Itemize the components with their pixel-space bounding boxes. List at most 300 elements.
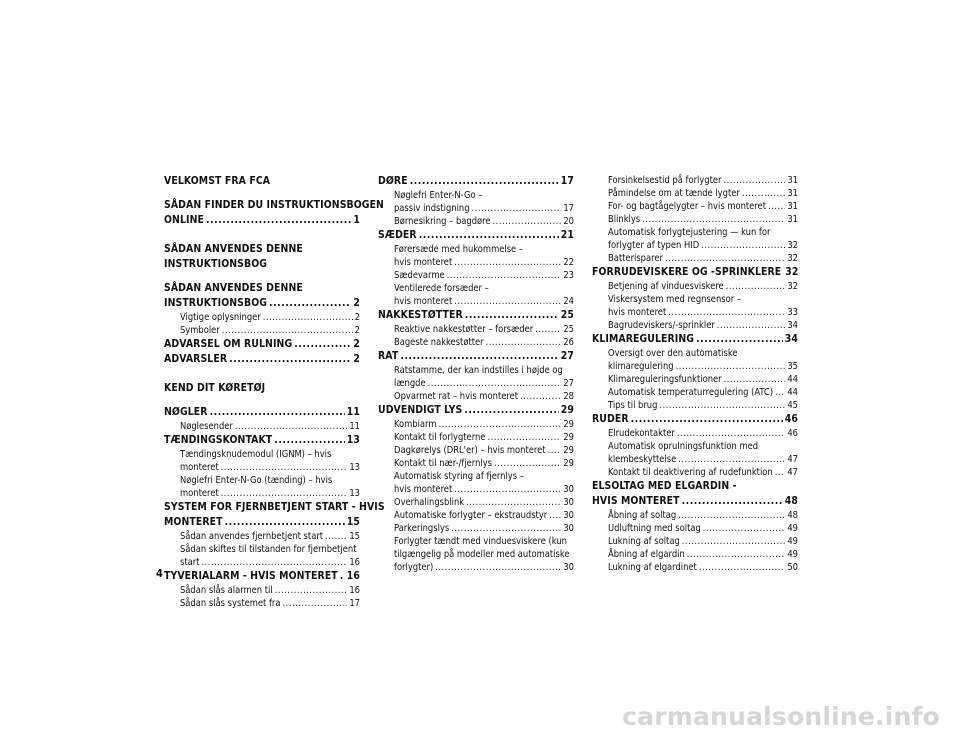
toc-entry-title: Symboler — [180, 325, 220, 336]
toc-page-ref: 2 — [353, 297, 360, 309]
toc-line — [394, 496, 574, 509]
toc-page-ref: 25 — [560, 309, 574, 321]
toc-entry-title: Kontakt til forlygterne — [394, 432, 486, 443]
toc-page-ref: 32 — [787, 240, 798, 251]
toc-subentry — [378, 457, 574, 470]
toc-heading — [164, 281, 360, 311]
dot-leader — [631, 412, 783, 427]
dot-leader — [269, 296, 351, 311]
toc-page-ref: 29 — [563, 445, 574, 456]
dot-leader — [419, 228, 559, 243]
toc-line — [608, 466, 798, 479]
toc-page-ref: 16 — [346, 570, 360, 582]
toc-line — [394, 431, 574, 444]
dot-leader — [659, 399, 785, 412]
toc-line — [394, 282, 574, 295]
toc-line — [394, 364, 574, 377]
toc-subentry — [378, 470, 574, 496]
toc-page-ref: 32 — [787, 281, 798, 292]
toc-page-ref: 46 — [784, 413, 798, 425]
toc-subentry — [592, 561, 798, 574]
toc-line — [180, 556, 360, 569]
toc-entry-title: Nøglefri Enter-N-Go – — [394, 190, 483, 201]
toc-subentry — [592, 252, 798, 265]
toc-entry-title: Kontakt til nær-/fjernlys — [394, 458, 493, 469]
toc-line — [164, 242, 360, 257]
dot-leader — [699, 561, 786, 574]
dot-leader — [696, 332, 783, 347]
toc-line — [608, 252, 798, 265]
toc-heading — [592, 479, 798, 509]
toc-entry-title: Overhalingsblink — [394, 497, 465, 508]
toc-entry-title: forlygter af typen HID — [608, 240, 700, 251]
toc-page-ref: 2 — [353, 353, 360, 365]
dot-leader — [678, 509, 785, 522]
toc-line — [378, 174, 574, 189]
toc-line — [608, 399, 798, 412]
toc-entry-title: Nøglesender — [180, 421, 233, 432]
dot-leader — [548, 444, 562, 457]
toc-entry-title: Forlygter tændt med vinduesviskere (kun — [394, 536, 567, 547]
toc-page-ref: 30 — [563, 484, 574, 495]
toc-entry-title: hvis monteret — [394, 257, 453, 268]
dot-leader — [410, 174, 559, 189]
dot-leader — [701, 239, 785, 252]
toc-subentry — [592, 187, 798, 200]
toc-entry-title: Ventilerede forsæder – — [394, 283, 489, 294]
toc-heading — [378, 228, 574, 243]
toc-subentry — [592, 280, 798, 293]
toc-line — [608, 319, 798, 332]
toc-line — [394, 215, 574, 228]
toc-line — [394, 548, 574, 561]
toc-page-ref: 32 — [787, 253, 798, 264]
toc-line — [592, 412, 798, 427]
toc-line — [180, 324, 360, 337]
toc-subentry — [378, 418, 574, 431]
toc-subentry — [378, 509, 574, 522]
toc-page-ref: 32 — [785, 266, 799, 278]
toc-entry-title: klembeskyttelse — [608, 454, 677, 465]
toc-subentry — [378, 364, 574, 390]
toc-entry-title: Opvarmet rat – hvis monteret — [394, 391, 519, 402]
toc-subentry — [378, 535, 574, 574]
toc-subentry — [592, 509, 798, 522]
toc-entry-title: ADVARSLER — [164, 353, 228, 365]
toc-page-ref: 29 — [563, 419, 574, 430]
toc-subentry — [378, 269, 574, 282]
toc-line — [608, 535, 798, 548]
toc-entry-title: Bagrudeviskers/-sprinkler — [608, 320, 715, 331]
toc-entry-title: NØGLER — [164, 406, 208, 418]
toc-subentry — [592, 213, 798, 226]
toc-line — [164, 405, 360, 420]
dot-leader — [472, 202, 562, 215]
toc-line — [608, 213, 798, 226]
toc-subentry — [592, 427, 798, 440]
toc-heading — [592, 412, 798, 427]
toc-line — [164, 337, 360, 352]
dot-leader — [438, 418, 561, 431]
toc-entry-title: TÆNDINGSKONTAKT — [164, 434, 273, 446]
toc-entry-title: SÆDER — [378, 229, 417, 241]
toc-line — [608, 239, 798, 252]
toc-line — [394, 483, 574, 496]
toc-entry-title: Automatisk temperaturregulering (ATC) — [608, 387, 774, 398]
toc-entry-title: Sådan slås systemet fra — [180, 598, 281, 609]
dot-leader — [263, 311, 353, 324]
toc-line — [180, 530, 360, 543]
toc-line — [608, 226, 798, 239]
toc-line — [164, 213, 360, 228]
toc-heading — [164, 198, 384, 228]
toc-entry-title: Automatiske forlygter – ekstraudstyr — [394, 510, 548, 521]
toc-entry-title: Tændingsknudemodul (IGNM) – hvis — [180, 449, 332, 460]
toc-line — [180, 543, 360, 556]
toc-entry-title: Betjening af vinduesviskere — [608, 281, 724, 292]
toc-line — [180, 448, 360, 461]
toc-subentry — [592, 386, 798, 399]
toc-page-ref: 46 — [787, 428, 798, 439]
toc-entry-title: Automatisk opruIningsfunktion med — [608, 441, 759, 452]
toc-subentry — [592, 293, 798, 319]
toc-entry-title: Kontakt til deaktivering af rudefunktion — [608, 467, 773, 478]
toc-entry-title: Reaktive nakkestøtter – forsæder — [394, 324, 534, 335]
toc-subentry — [378, 336, 574, 349]
toc-entry-title: Automatisk styring af fjernlys – — [394, 471, 524, 482]
toc-heading — [378, 349, 574, 364]
toc-entry-title: forlygter) — [394, 562, 434, 573]
toc-line — [608, 347, 798, 360]
toc-entry-title: Udluftning med soltag — [608, 523, 701, 534]
toc-entry-title: Elrudekontakter — [608, 428, 675, 439]
toc-page-ref: 11 — [346, 406, 360, 418]
toc-line — [378, 349, 574, 364]
toc-subentry — [592, 440, 798, 466]
dot-leader — [487, 431, 561, 444]
dot-leader — [724, 373, 786, 386]
toc-page-ref: 24 — [563, 296, 574, 307]
toc-entry-title: VELKOMST FRA FCA — [164, 175, 271, 187]
toc-entry-title: TYVERIALARM - HVIS MONTERET — [164, 570, 338, 582]
toc-page-ref: 29 — [560, 404, 574, 416]
toc-line — [608, 427, 798, 440]
toc-line — [378, 403, 574, 418]
toc-page-ref: 17 — [563, 203, 574, 214]
toc-page-ref: 15 — [349, 531, 360, 542]
toc-entry-title: HVIS MONTERET — [592, 495, 680, 507]
toc-entry-title: tilgængelig på modeller med automatiske — [394, 549, 570, 560]
toc-page-ref: 13 — [349, 462, 360, 473]
dot-leader — [493, 215, 562, 228]
dot-leader — [768, 200, 785, 213]
toc-page-ref: 29 — [563, 432, 574, 443]
toc-subentry — [164, 584, 360, 597]
toc-page-ref: 49 — [787, 549, 798, 560]
dot-leader — [723, 174, 785, 187]
toc-heading — [592, 332, 798, 347]
toc-line — [180, 311, 360, 324]
toc-entry-title: Sådan skiftes til tilstanden for fjernbetjent — [180, 544, 357, 555]
dot-leader — [549, 509, 561, 522]
toc-subentry — [592, 399, 798, 412]
toc-subentry — [592, 548, 798, 561]
toc-line — [608, 453, 798, 466]
toc-entry-title: FORRUDEVISKERE OG -SPRINKLERE — [592, 266, 782, 278]
toc-line — [180, 584, 360, 597]
dot-leader — [206, 213, 351, 228]
toc-heading — [164, 405, 360, 420]
toc-entry-title: Ratstamme, der kan indstilles i højde og — [394, 365, 563, 376]
toc-line — [394, 202, 574, 215]
dot-leader — [451, 522, 561, 535]
toc-page-ref: 16 — [349, 585, 360, 596]
toc-page-ref: 17 — [349, 598, 360, 609]
toc-entry-title: KEND DIT KØRETØJ — [164, 382, 266, 394]
toc-page-ref: 31 — [787, 201, 798, 212]
toc-column-3 — [592, 174, 798, 574]
toc-entry-title: INSTRUKTIONSBOG — [164, 297, 268, 309]
toc-subentry — [378, 282, 574, 308]
dot-leader — [201, 556, 347, 569]
toc-entry-title: Kombiarm — [394, 419, 437, 430]
toc-line — [608, 386, 798, 399]
toc-subentry — [378, 431, 574, 444]
toc-page-ref: 11 — [349, 421, 360, 432]
toc-heading — [378, 308, 574, 323]
toc-page-ref: 44 — [787, 374, 798, 385]
toc-entry-title: monteret — [180, 488, 219, 499]
toc-page-ref: 13 — [349, 488, 360, 499]
dot-leader — [687, 548, 786, 561]
dot-leader — [454, 256, 561, 269]
watermark: carmanualsonline.info — [622, 702, 940, 731]
toc-page-ref: 31 — [787, 188, 798, 199]
toc-subentry — [378, 243, 574, 269]
toc-heading — [164, 500, 385, 530]
toc-heading — [164, 433, 360, 448]
toc-line — [394, 418, 574, 431]
toc-line — [608, 440, 798, 453]
toc-line — [608, 293, 798, 306]
toc-page-ref: 27 — [563, 378, 574, 389]
toc-subentry — [378, 522, 574, 535]
toc-line — [608, 174, 798, 187]
toc-subentry — [164, 543, 360, 569]
toc-subentry — [378, 323, 574, 336]
toc-line — [164, 500, 385, 515]
toc-page-ref: 25 — [563, 324, 574, 335]
dot-leader — [221, 487, 348, 500]
toc-line — [608, 306, 798, 319]
toc-entry-title: hvis monteret — [394, 296, 453, 307]
toc-subentry — [164, 324, 360, 337]
toc-subentry — [592, 373, 798, 386]
toc-subentry — [164, 530, 360, 543]
toc-line — [608, 522, 798, 535]
toc-page-ref: 23 — [563, 270, 574, 281]
toc-subentry — [378, 496, 574, 509]
toc-heading — [164, 352, 360, 367]
toc-subentry — [164, 474, 360, 500]
toc-page-ref: 48 — [784, 495, 798, 507]
toc-page-ref: 31 — [787, 175, 798, 186]
toc-subentry — [592, 200, 798, 213]
toc-entry-title: Åbning af soltag — [608, 510, 677, 521]
toc-entry-title: RUDER — [592, 413, 629, 425]
toc-entry-title: Viskersystem med regnsensor – — [608, 294, 741, 305]
toc-page-ref: 49 — [787, 536, 798, 547]
toc-subentry — [592, 347, 798, 373]
toc-entry-title: Åbning af elgardin — [608, 549, 685, 560]
toc-entry-title: Vigtige oplysninger — [180, 312, 261, 323]
toc-page-ref: 30 — [563, 497, 574, 508]
toc-subentry — [164, 597, 360, 610]
toc-entry-title: Tips til brug — [608, 400, 658, 411]
dot-leader — [435, 561, 561, 574]
dot-leader — [682, 494, 783, 509]
toc-entry-title: Forsinkelsestid på forlygter — [608, 175, 722, 186]
dot-leader — [454, 295, 561, 308]
toc-entry-title: Nøglefri Enter-N-Go (tænding) – hvis — [180, 475, 333, 486]
toc-page-ref: 27 — [560, 350, 574, 362]
dot-leader — [447, 269, 562, 282]
dot-leader — [400, 349, 558, 364]
dot-leader — [221, 461, 348, 474]
toc-page-ref: 21 — [560, 229, 574, 241]
toc-entry-title: NAKKESTØTTER — [378, 309, 463, 321]
toc-line — [608, 280, 798, 293]
toc-page-ref: 2 — [354, 325, 360, 336]
toc-page-ref: 15 — [346, 516, 360, 528]
toc-line — [180, 461, 360, 474]
toc-entry-title: SYSTEM FOR FJERNBETJENT START - HVIS — [164, 501, 385, 513]
toc-page-ref: 47 — [787, 467, 798, 478]
toc-line — [378, 228, 574, 243]
dot-leader — [494, 457, 561, 470]
toc-line — [394, 535, 574, 548]
toc-subentry — [164, 311, 360, 324]
toc-line — [394, 256, 574, 269]
toc-entry-title: start — [180, 557, 200, 568]
dot-leader — [282, 597, 347, 610]
toc-page-ref: 50 — [787, 562, 798, 573]
dot-leader — [717, 319, 786, 332]
dot-leader — [642, 213, 785, 226]
toc-page-ref: 17 — [560, 175, 574, 187]
toc-entry-title: DØRE — [378, 175, 408, 187]
dot-leader — [428, 377, 562, 390]
toc-entry-title: monteret — [180, 462, 219, 473]
toc-entry-title: SÅDAN ANVENDES DENNE — [164, 243, 303, 255]
dot-leader — [775, 386, 785, 399]
toc-entry-title: Dagkørelys (DRL'er) – hvis monteret — [394, 445, 546, 456]
toc-heading — [378, 403, 574, 418]
toc-subentry — [592, 522, 798, 535]
toc-page-ref: 34 — [787, 320, 798, 331]
toc-heading — [592, 265, 798, 280]
dot-leader — [486, 336, 562, 349]
dot-leader — [535, 323, 561, 336]
page-number: 4 — [156, 567, 163, 580]
dot-leader — [222, 324, 353, 337]
toc-line — [378, 308, 574, 323]
toc-entry-title: Sædevarme — [394, 270, 445, 281]
toc-entry-title: Klimareguleringsfunktioner — [608, 374, 722, 385]
toc-entry-title: hvis monteret — [608, 307, 667, 318]
toc-entry-title: Sådan anvendes fjernbetjent start — [180, 531, 324, 542]
toc-entry-title: For- og bagtågelygter – hvis monteret — [608, 201, 766, 212]
toc-line — [394, 243, 574, 256]
toc-column-2 — [378, 174, 574, 574]
dot-leader — [703, 522, 786, 535]
toc-line — [592, 494, 798, 509]
toc-line — [394, 470, 574, 483]
toc-entry-title: ONLINE — [164, 214, 205, 226]
toc-line — [180, 597, 360, 610]
toc-line — [180, 474, 360, 487]
toc-page-ref: 1 — [353, 214, 360, 226]
toc-entry-title: SÅDAN FINDER DU INSTRUKTIONSBOGEN — [164, 199, 384, 211]
dot-leader — [678, 453, 785, 466]
toc-line — [608, 187, 798, 200]
dot-leader — [677, 427, 786, 440]
toc-subentry — [378, 444, 574, 457]
toc-entry-title: passiv indstigning — [394, 203, 470, 214]
dot-leader — [520, 390, 561, 403]
toc-column-1 — [164, 174, 385, 610]
toc-line — [164, 281, 360, 296]
toc-entry-title: Bageste nakkestøtter — [394, 337, 484, 348]
toc-subentry — [592, 319, 798, 332]
toc-page-ref: 31 — [787, 214, 798, 225]
dot-leader — [726, 280, 786, 293]
toc-page-ref: 22 — [563, 257, 574, 268]
toc-entry-title: klimaregulering — [608, 361, 674, 372]
toc-heading — [164, 381, 360, 396]
toc-page-ref: 13 — [346, 434, 360, 446]
dot-leader — [275, 584, 348, 597]
dot-leader — [742, 187, 786, 200]
dot-leader — [294, 337, 351, 352]
toc-line — [394, 295, 574, 308]
toc-subentry — [592, 174, 798, 187]
toc-line — [592, 479, 798, 494]
dot-leader — [325, 530, 347, 543]
toc-page-ref: 45 — [787, 400, 798, 411]
toc-line — [394, 336, 574, 349]
toc-line — [164, 174, 360, 189]
dot-leader — [340, 569, 345, 584]
toc-line — [394, 444, 574, 457]
toc-page-ref: 26 — [563, 337, 574, 348]
toc-line — [164, 433, 360, 448]
toc-page-ref: 44 — [787, 387, 798, 398]
toc-page-ref: 30 — [563, 510, 574, 521]
toc-line — [164, 296, 360, 311]
dot-leader — [466, 496, 561, 509]
dot-leader — [668, 306, 785, 319]
toc-entry-title: Førersæde med hukommelse – — [394, 244, 524, 255]
dot-leader — [775, 466, 786, 479]
toc-entry-title: Batterisparer — [608, 253, 663, 264]
toc-line — [608, 373, 798, 386]
toc-heading — [164, 569, 360, 584]
toc-line — [164, 352, 360, 367]
toc-entry-title: længde — [394, 378, 426, 389]
toc-line — [164, 569, 360, 584]
toc-line — [180, 420, 360, 433]
